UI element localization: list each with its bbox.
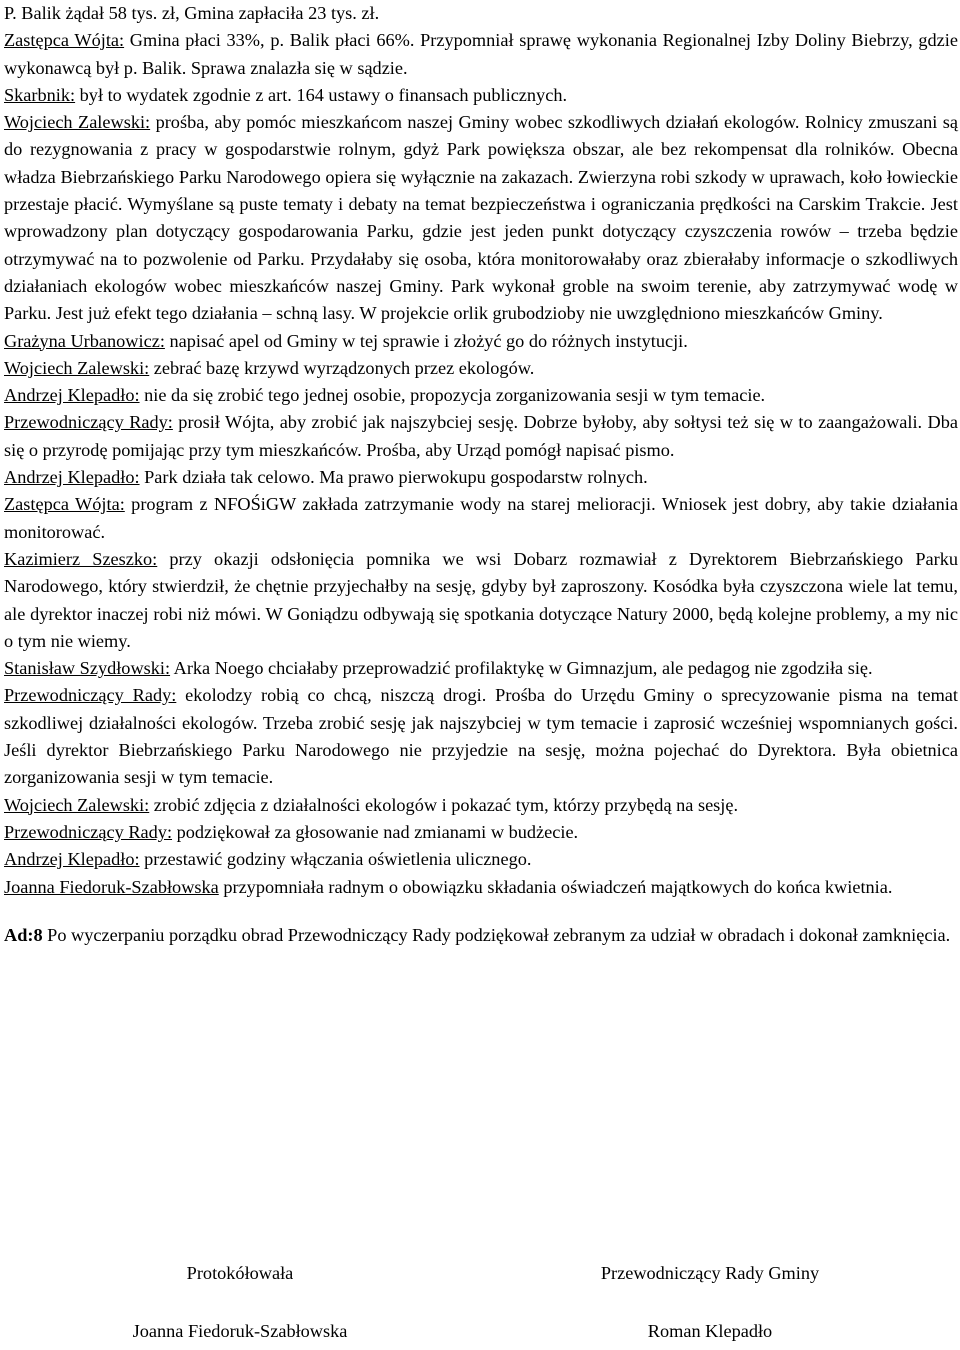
speaker-name: Przewodniczący Rady: [4,412,173,433]
minutes-taker-role: Protokółowała [186,1263,294,1283]
speaker-name: Andrzej Klepadło: [4,849,140,870]
paragraph-5: Grażyna Urbanowicz: napisać apel od Gminy w tej sprawie i złożyć go do różnych instytucji. [4,330,688,351]
document-page [4,0,958,949]
speaker-name: Andrzej Klepadło: [4,385,140,406]
speaker-name: Stanisław Szydłowski: [4,658,171,679]
closing-paragraph: Ad:8 Po wyczerpaniu porządku obrad Przewodniczący Rady podziękował zebranym za udział w obradach i dokonał zamknięcia. [4,924,951,945]
paragraph-13: Przewodniczący Rady: ekolodzy robią co chcą, niszczą drogi. Prośba do Urzędu Gminy o sprecyzowanie pisma na temat szkodliwej działalności ekologów. Trzeba zrobić sesję jak najszybciej w tym temacie i zaprosić wcześniej wspomnianych gości. Jeśli dyrektor Biebrzańskiego Parku Narodowego nie przyjedzie na sesję, można pojechać do Dyrektora. Była obietnica zorganizowania sesji w tym temacie. [4,685,958,788]
minutes-taker-name: Joanna Fiedoruk-Szabłowska [132,1321,348,1341]
paragraph-1: P. Balik żądał 58 tys. zł, Gmina zapłaciła 23 tys. zł. [4,3,380,23]
speaker-name: Kazimierz Szeszko: [4,548,158,569]
speaker-name: Grażyna Urbanowicz: [4,330,165,351]
spacer [4,901,958,922]
agenda-item-label: Ad:8 [4,924,43,945]
signature-left [100,1260,380,1345]
paragraph-6: Wojciech Zalewski: zebrać bazę krzywd wyrządzonych przez ekologów. [4,357,535,378]
speaker-name: Wojciech Zalewski: [4,357,150,378]
paragraph-14: Wojciech Zalewski: zrobić zdjęcia z działalności ekologów i pokazać tym, którzy przybędą na sesję. [4,794,739,815]
signature-right [555,1260,865,1345]
paragraph-16: Andrzej Klepadło: przestawić godziny włączania oświetlenia ulicznego. [4,849,532,870]
speaker-name: Wojciech Zalewski: [4,112,151,133]
paragraph-7: Andrzej Klepadło: nie da się zrobić tego jednej osobie, propozycja zorganizowania sesji w tym temacie. [4,385,766,406]
paragraph-3: Skarbnik: był to wydatek zgodnie z art. 164 ustawy o finansach publicznych. [4,84,568,105]
speaker-name: Wojciech Zalewski: [4,794,150,815]
speaker-name: Zastępca Wójta: [4,30,125,51]
speaker-name: Andrzej Klepadło: [4,467,140,488]
chairman-name: Roman Klepadło [647,1321,773,1341]
speaker-name: Zastępca Wójta: [4,494,125,515]
speaker-name: Joanna Fiedoruk-Szabłowska [4,876,219,897]
speaker-name: Przewodniczący Rady: [4,685,177,706]
signature-block [0,1260,954,1350]
paragraph-4: Wojciech Zalewski: prośba, aby pomóc mieszkańcom naszej Gminy wobec szkodliwych działań ekologów. Rolnicy zmuszani są do rezygnowania z pracy w gospodarstwie rolnym, gdyż Park powiększa obszar, ale bez rekompensat dla rolników. Obecna władza Biebrzańskiego Parku Narodowego opiera się wyłącznie na zakazach. Zwierzyna robi szkody w uprawach, koło łowieckie przestaje płacić. Wymyślane są puste tematy i debaty na temat bezpieczeństwa i ograniczania prędkości na Carskim Trakcie. Jest wprowadzony plan dotyczący gospodarowania Parku, gdzie jest jeden punkt dotyczący czyszczenia rowów – trzeba będzie otrzymywać na to pozwolenie od Parku. Przydałaby się osoba, która monitorowałaby oraz zbierałaby informacje o szkodliwych działaniach ekologów wobec mieszkańców naszej Gminy. Park wykonał groble na swoim terenie, aby zatrzymywać wodę w Parku. Jest już efekt tego działania – schną lasy. W projekcie orlik grubodzioby nie uwzględniono mieszkańców Gminy. [4,112,958,324]
paragraph-9: Andrzej Klepadło: Park działa tak celowo. Ma prawo pierwokupu gospodarstw rolnych. [4,467,648,488]
paragraph-8: Przewodniczący Rady: prosił Wójta, aby zrobić jak najszybciej sesję. Dobrze byłoby, aby sołtysi też się w to zaangażowali. Dba się o przyrodę pomijając przy tym mieszkańców. Prośba, aby Urząd pomógł napisać pismo. [4,412,958,460]
chairman-role: Przewodniczący Rady Gminy [600,1263,820,1283]
paragraph-2: Zastępca Wójta: Gmina płaci 33%, p. Balik płaci 66%. Przypomniał sprawę wykonania Regionalnej Izby Doliny Biebrzy, gdzie wykonawcą był p. Balik. Sprawa znalazła się w sądzie. [4,30,958,78]
paragraph-15: Przewodniczący Rady: podziękował za głosowanie nad zmianami w budżecie. [4,821,579,842]
paragraph-11: Kazimierz Szeszko: przy okazji odsłonięcia pomnika we wsi Dobarz rozmawiał z Dyrektorem Biebrzańskiego Parku Narodowego, który stwierdził, że chętnie przyjechałby na sesję, gdyby był zaproszony. Kosódka była czyszczona wiele lat temu, ale dyrektor inaczej robi niż mówi. W Goniądzu odbywają się spotkania dotyczące Natury 2000, będą kolejne problemy, a my nic o tym nie wiemy. [4,548,958,651]
paragraph-10: Zastępca Wójta: program z NFOŚiGW zakłada zatrzymanie wody na starej melioracji. Wniosek jest dobry, aby takie działania monitorować. [4,494,958,542]
speaker-name: Przewodniczący Rady: [4,821,173,842]
speaker-name: Skarbnik: [4,84,76,105]
paragraph-17: Joanna Fiedoruk-Szabłowska przypomniała radnym o obowiązku składania oświadczeń majątkowych do końca kwietnia. [4,876,893,897]
paragraph-12: Stanisław Szydłowski: Arka Noego chciałaby przeprowadzić profilaktykę w Gimnazjum, ale pedagog nie zgodziła się. [4,658,873,679]
